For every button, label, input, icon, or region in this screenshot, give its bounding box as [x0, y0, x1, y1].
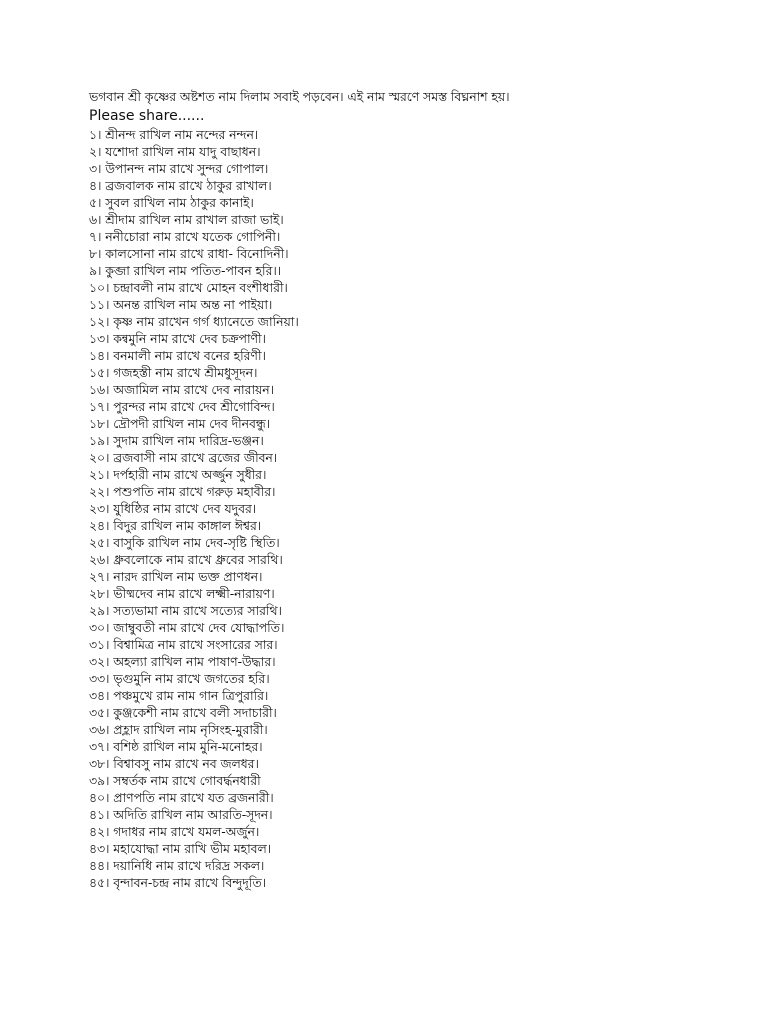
list-item: ২০। ব্রজবাসী নাম রাখে ব্রজের জীবন।: [89, 450, 278, 465]
list-item: ২৭। নারদ রাখিল নাম ভক্ত প্রাণধন।: [89, 569, 263, 584]
list-item: ২৪। বিদুর রাখিল নাম কাঙ্গাল ঈশ্বর।: [89, 518, 262, 533]
list-item: ৫। সুবল রাখিল নাম ঠাকুর কানাই।: [89, 195, 254, 210]
list-item: ১১। অনন্ত রাখিল নাম অন্ত না পাইয়া।: [89, 297, 273, 312]
list-item: ২৫। বাসুকি রাখিল নাম দেব-সৃষ্টি স্থিতি।: [89, 535, 280, 550]
share-text: Please share......: [89, 108, 205, 124]
list-item: ১৩। কন্বমুনি নাম রাখে দেব চক্রপাণী।: [89, 331, 266, 346]
list-item: ২৯। সত্যভামা নাম রাখে সত্যের সারথি।: [89, 603, 282, 618]
list-item: ৯। কুব্জা রাখিল নাম পতিত-পাবন হরি।।: [89, 263, 282, 278]
list-item: ২২। পশুপতি নাম রাখে গরুড় মহাবীর।: [89, 484, 276, 499]
list-item: ৪৩। মহাযোদ্ধা নাম রাখি ভীম মহাবল।: [89, 841, 272, 856]
list-item: ৩৬। প্রহ্লাদ রাখিল নাম নৃসিংহ-মুরারী।: [89, 722, 268, 737]
document-body: [89, 87, 729, 891]
list-item: ৩৯। সম্বর্তক নাম রাখে গোবর্দ্ধনধারী: [89, 773, 261, 788]
list-item: ১৪। বনমালী নাম রাখে বনের হরিণী।: [89, 348, 266, 363]
list-item: ৩। উপানন্দ নাম রাখে সুন্দর গোপাল।: [89, 161, 269, 176]
list-item: ৪৫। বৃন্দাবন-চন্দ্র নাম রাখে বিন্দুদূতি।: [89, 875, 266, 890]
list-item: ২৬। ধ্রুবলোকে নাম রাখে ধ্রুবের সারথি।: [89, 552, 283, 567]
list-item: ২৩। যুধিষ্ঠির নাম রাখে দেব যদুবর।: [89, 501, 257, 516]
list-item: ৪০। প্রাণপতি নাম রাখে যত ব্রজনারী।: [89, 790, 274, 805]
list-item: ৪২। গদাধর নাম রাখে যমল-অর্জুন।: [89, 824, 260, 839]
list-item: ৪। ব্রজবালক নাম রাখে ঠাকুর রাখাল।: [89, 178, 272, 193]
list-item: ৩৫। কুঞ্জকেশী নাম রাখে বলী সদাচারী।: [89, 705, 277, 720]
names-list: [89, 126, 729, 891]
list-item: ৩০। জাম্বুবতী নাম রাখে দেব যোদ্ধাপতি।: [89, 620, 285, 635]
list-item: ৩৭। বশিষ্ঠ রাখিল নাম মুনি-মনোহর।: [89, 739, 263, 754]
list-item: ৩২। অহল্যা রাখিল নাম পাষাণ-উদ্ধার।: [89, 654, 276, 669]
list-item: ১৫। গজহস্তী নাম রাখে শ্রীমধুসূদন।: [89, 365, 258, 380]
list-item: ৩১। বিশ্বামিত্র নাম রাখে সংসারের সার।: [89, 637, 278, 652]
list-item: ২১। দর্পহারী নাম রাখে অর্জ্জুন সুধীর।: [89, 467, 267, 482]
list-item: ৬। শ্রীদাম রাখিল নাম রাখাল রাজা ভাই।: [89, 212, 284, 227]
list-item: ১৭। পুরন্দর নাম রাখে দেব শ্রীগোবিন্দ।: [89, 399, 275, 414]
list-item: ১৮। দ্রৌপদী রাখিল নাম দেব দীনবন্ধু।: [89, 416, 270, 431]
list-item: ৮। কালসোনা নাম রাখে রাধা- বিনোদিনী।: [89, 246, 289, 261]
list-item: ১। শ্রীনন্দ রাখিল নাম নন্দের নন্দন।: [89, 127, 259, 142]
list-item: ৩৩। ভৃগুমুনি নাম রাখে জগতের হরি।: [89, 671, 270, 686]
list-item: ১২। কৃষ্ণ নাম রাখেন গর্গ ধ্যানেতে জানিয়া।: [89, 314, 299, 329]
list-item: ৩৪। পঞ্চমুখে রাম নাম গান ত্রিপুরারি।: [89, 688, 269, 703]
list-item: ৩৮। বিশ্বাবসু নাম রাখে নব জলধর।: [89, 756, 259, 771]
list-item: ৭। ননীচোরা নাম রাখে যতেক গোপিনী।: [89, 229, 281, 244]
intro-text: ভগবান শ্রী কৃষ্ণের অষ্টশত নাম দিলাম সবাই পড়বেন। এই নাম স্মরণে সমস্ত বিঘ্ননাশ হয়।: [89, 89, 510, 104]
list-item: ৪৪। দয়ানিধি নাম রাখে দরিদ্র সকল।: [89, 858, 265, 873]
list-item: ৪১। অদিতি রাখিল নাম আরতি-সূদন।: [89, 807, 273, 822]
list-item: ১০। চন্দ্রাবলী নাম রাখে মোহন বংশীধারী।: [89, 280, 288, 295]
list-item: ১৬। অজামিল নাম রাখে দেব নারায়ন।: [89, 382, 274, 397]
list-item: ১৯। সুদাম রাখিল নাম দারিদ্র-ভঞ্জন।: [89, 433, 264, 448]
list-item: ২। যশোদা রাখিল নাম যাদু বাছাধন।: [89, 144, 261, 159]
list-item: ২৮। ভীষ্মদেব নাম রাখে লক্ষ্মী-নারায়ণ।: [89, 586, 275, 601]
